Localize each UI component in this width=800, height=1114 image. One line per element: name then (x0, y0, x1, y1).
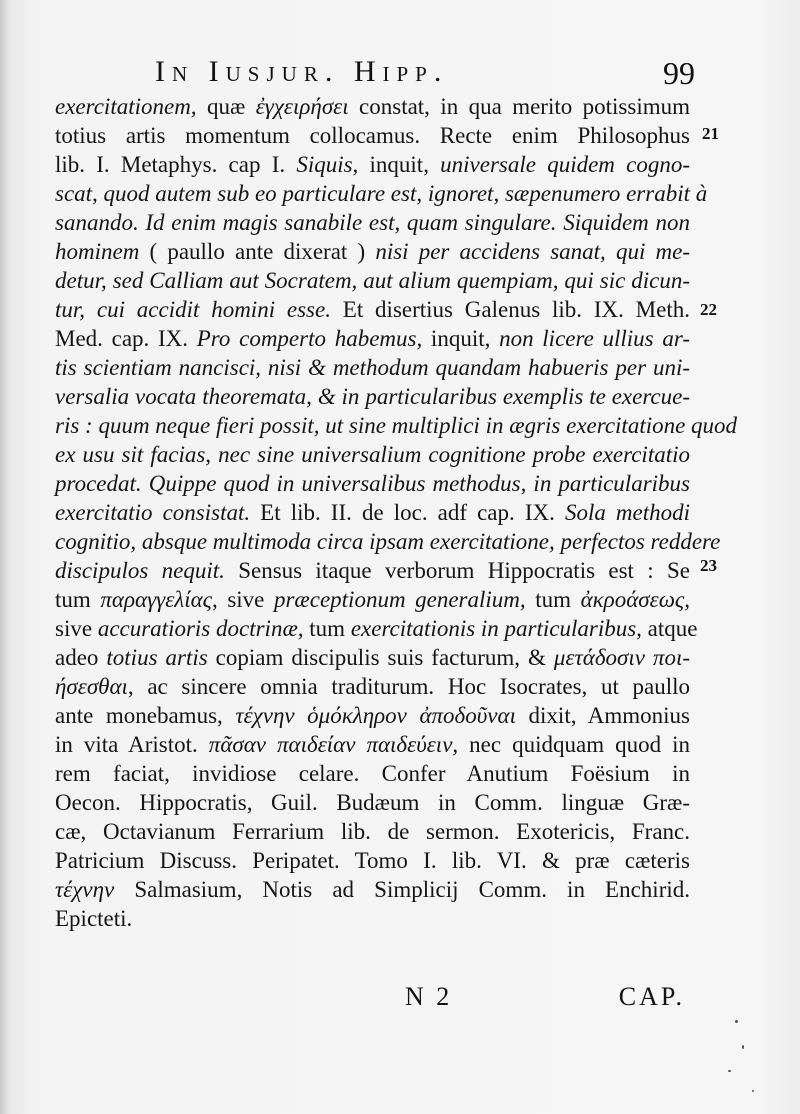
italic-text: Sola methodi (564, 500, 691, 525)
text-line (55, 266, 690, 295)
text-line (55, 817, 690, 846)
page-header (155, 55, 695, 95)
italic-text: accuratioris doctrinæ, (97, 616, 304, 641)
roman-text: copiam discipulis suis facturum, & (207, 645, 554, 670)
italic-text: nisi per accidens sanat, qui me- (375, 239, 690, 264)
text-line (55, 904, 690, 933)
italic-text: universale quidem cogno- (440, 152, 690, 177)
signature-mark: N 2 (405, 982, 453, 1011)
roman-text: totius artis momentum collocamus. Recte enim Philosophus (55, 123, 690, 148)
text-line (55, 382, 690, 411)
italic-text: μετάδοσιν ποι- (553, 645, 691, 670)
italic-text: ἐγχειρήσει (255, 94, 360, 119)
roman-text: Med. cap. IX. (55, 326, 197, 351)
margin-note-22: 22 (700, 300, 717, 319)
roman-text: inquit, (422, 326, 500, 351)
italic-text: scat, quod autem sub eo particulare est, ignoret, sæpenumero errabit à (55, 181, 708, 206)
italic-text: exercitatio consistat. (55, 500, 251, 525)
paper-speck (728, 1070, 731, 1072)
roman-text: , ac sincere omnia traditurum. Hoc Isocrates, ut paullo (127, 674, 690, 699)
italic-text: παραγγελίας (100, 587, 213, 612)
roman-text: inquit, (358, 152, 441, 177)
text-line (55, 92, 690, 121)
roman-text: rem faciat, invidiose celare. Confer Anutium Foësium in (55, 761, 690, 786)
roman-text: in vita Aristot. (55, 732, 209, 757)
roman-text: quæ (206, 94, 256, 119)
italic-text: ήσεσθαι (55, 674, 128, 699)
text-line (55, 527, 721, 556)
page-footer (55, 982, 685, 1012)
text-line (55, 672, 690, 701)
roman-text: cæ, Octavianum Ferrarium lib. de sermon. Exotericis, Franc. (55, 819, 690, 844)
text-line (55, 237, 690, 266)
text-line (55, 208, 690, 237)
italic-text: tur, cui accidit homini esse. (55, 297, 331, 322)
text-line (55, 614, 698, 643)
running-head: In Iusjur. Hipp. (155, 55, 449, 88)
text-line (55, 556, 690, 585)
text-line (55, 411, 738, 440)
roman-text: Sensus itaque verborum Hippocratis est : Se (224, 558, 690, 583)
italic-text: præceptionum generalium, (273, 587, 526, 612)
paper-speck (752, 1090, 754, 1092)
roman-text: tum (525, 587, 581, 612)
text-line (55, 759, 690, 788)
text-line (55, 324, 690, 353)
italic-text: non licere ullius ar- (499, 326, 690, 351)
roman-text: nec quidquam quod in (458, 732, 691, 757)
text-line (55, 295, 690, 324)
italic-text: versalia vocata theoremata, & in particularibus exemplis te exercue- (55, 384, 690, 409)
text-line (55, 585, 690, 614)
italic-text: detur, sed Calliam aut Socratem, aut alium quempiam, qui sic dicun- (55, 268, 690, 293)
catchword: CAP. (618, 982, 685, 1011)
roman-text: tum (303, 616, 351, 641)
roman-text: dixit, Ammonius (515, 703, 690, 728)
text-line (55, 469, 690, 498)
text-line (55, 498, 690, 527)
italic-text: procedat. Quippe quod in universalibus methodus, in particularibus (55, 471, 690, 496)
text-line (55, 150, 690, 179)
italic-text: ris : quum neque fieri possit, ut sine multiplici in ægris exercitatione quod (55, 413, 738, 438)
roman-text: atque (641, 616, 698, 641)
text-line (55, 179, 708, 208)
text-line (55, 440, 690, 469)
margin-note-21: 21 (702, 124, 719, 143)
roman-text: adeo (55, 645, 107, 670)
roman-text: Et disertius Galenus lib. IX. Meth. (330, 297, 690, 322)
margin-note-23: 23 (700, 556, 717, 575)
paper-speck (742, 1045, 744, 1049)
italic-text: sanando. Id enim magis sanabile est, quam singulare. Siquidem non (55, 210, 690, 235)
text-line (55, 788, 690, 817)
paper-speck (735, 1020, 738, 1023)
italic-text: τέχνην ὁμόκληρον ἀποδοῦναι (235, 703, 516, 728)
text-line (55, 846, 690, 875)
italic-text: exercitationem, (55, 94, 207, 119)
roman-text: , sive (212, 587, 274, 612)
text-line (55, 730, 690, 759)
italic-text: ἀκροάσεως, (580, 587, 691, 612)
roman-text: constat, in qua merito potissimum (359, 94, 690, 119)
italic-text: tis scientiam nancisci, nisi & methodum quandam habueris per uni- (55, 355, 690, 380)
roman-text: ante monebamus, (55, 703, 236, 728)
text-line (55, 643, 690, 672)
italic-text: cognitio, absque multimoda circa ipsam exercitatione, perfectos reddere (55, 529, 721, 554)
roman-text: sive (55, 616, 98, 641)
italic-text: Siquis, (296, 152, 359, 177)
italic-text: discipulos nequit. (55, 558, 225, 583)
text-line (55, 875, 690, 904)
roman-text: Epicteti. (55, 906, 133, 931)
roman-text: Salmasium, Notis ad Simplicij Comm. in Enchirid. (114, 877, 690, 902)
italic-text: hominem (55, 239, 140, 264)
italic-text: exercitationis in particularibus, (350, 616, 642, 641)
roman-text: Et lib. II. de loc. adf cap. IX. (250, 500, 565, 525)
text-line (55, 121, 690, 150)
italic-text: totius artis (106, 645, 208, 670)
roman-text: Patricium Discuss. Peripatet. Tomo I. lib. VI. & præ cæteris (55, 848, 690, 873)
roman-text: lib. I. Metaphys. cap I. (55, 152, 297, 177)
italic-text: ex usu sit facias, nec sine universalium cognitione probe exercitatio (55, 442, 690, 467)
italic-text: τέχνην (55, 877, 115, 902)
roman-text: Oecon. Hippocratis, Guil. Budæum in Comm. linguæ Græ- (55, 790, 690, 815)
italic-text: Pro comperto habemus, (196, 326, 423, 351)
text-line (55, 353, 690, 382)
roman-text: tum (55, 587, 101, 612)
page-number: 99 (663, 55, 695, 91)
roman-text: ( paullo ante dixerat ) (139, 239, 376, 264)
italic-text: πᾶσαν παιδείαν παιδεύειν, (208, 732, 459, 757)
text-line (55, 701, 690, 730)
